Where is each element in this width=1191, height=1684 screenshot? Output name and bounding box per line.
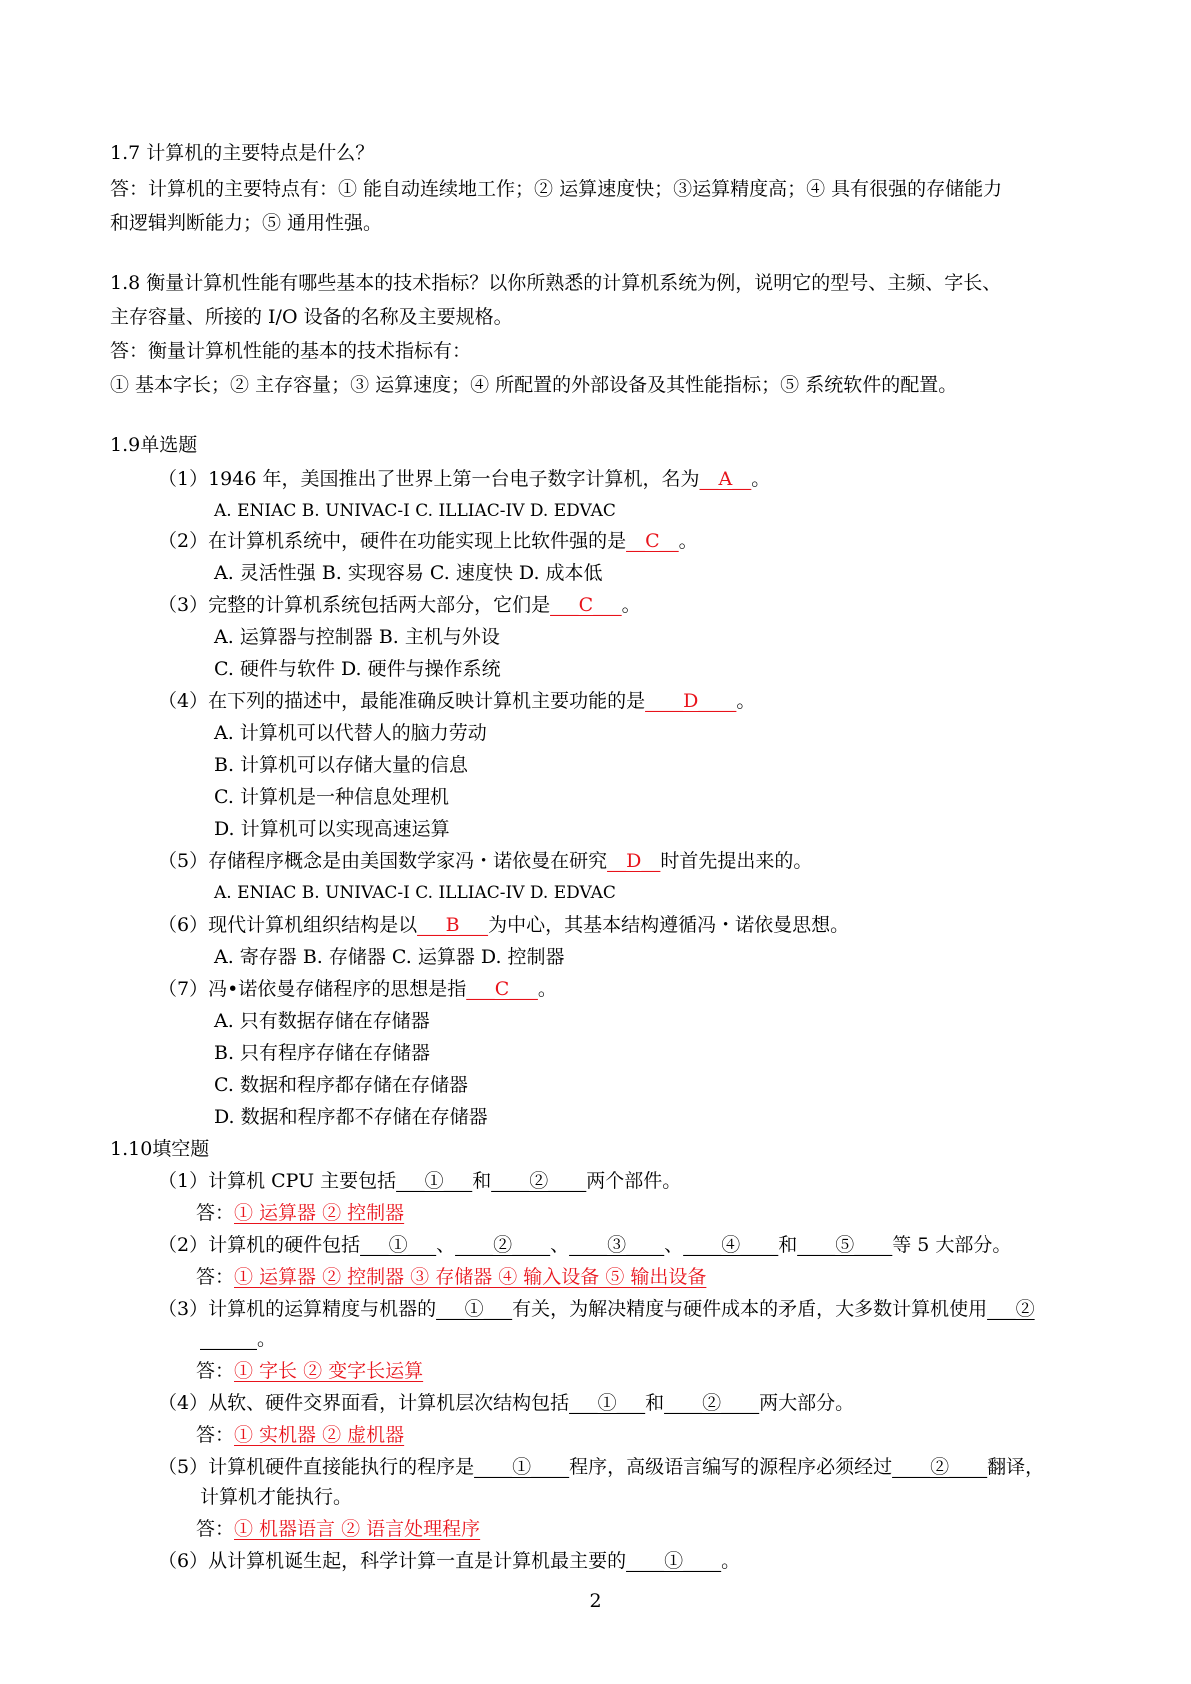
fill-question-2-blank-2: ____②____	[455, 1234, 551, 1256]
mc-question-3-answer: ___C___	[550, 594, 622, 616]
fill-question-4	[158, 1390, 854, 1416]
mc-question-7-option-a: A. 只有数据存储在存储器	[214, 1010, 430, 1032]
fill-question-2-sep-2: 、	[550, 1234, 570, 1256]
mc-question-4-end: 。	[736, 690, 756, 712]
fill-answer-3-text: ① 字长 ② 变字长运算	[234, 1360, 424, 1382]
mc-question-6-stem: （6）现代计算机组织结构是以	[158, 914, 418, 936]
fill-question-2-blank-4: ____④____	[683, 1234, 779, 1256]
fill-answer-5	[196, 1516, 480, 1542]
fill-answer-2-prefix: 答：	[196, 1266, 235, 1288]
mc-question-6-end: 为中心，其基本结构遵循冯・诺依曼思想。	[488, 914, 850, 936]
fill-question-5-text-c: 翻译，	[987, 1456, 1045, 1478]
fill-question-6	[158, 1548, 740, 1574]
fill-question-4-blank-1: ___①___	[569, 1392, 646, 1414]
fill-question-2-blank-1: ___①___	[360, 1234, 437, 1256]
mc-question-4-option-b: B. 计算机可以存储大量的信息	[214, 754, 469, 776]
mc-question-2-answer: __C__	[626, 530, 679, 552]
fill-answer-1-prefix: 答：	[196, 1202, 235, 1224]
fill-question-2-sep-1: 、	[436, 1234, 456, 1256]
mc-question-4-option-c: C. 计算机是一种信息处理机	[214, 786, 449, 808]
mc-question-2-options: A. 灵活性强 B. 实现容易 C. 速度快 D. 成本低	[214, 562, 603, 584]
mc-question-1	[158, 466, 770, 492]
fill-question-6-text-a: （6）从计算机诞生起，科学计算一直是计算机最主要的	[158, 1550, 627, 1572]
fill-question-6-text-b: 。	[721, 1550, 741, 1572]
mc-question-7-answer: ___C___	[466, 978, 538, 1000]
fill-question-2-blank-3: ____③____	[569, 1234, 665, 1256]
mc-question-6-answer: ___B___	[417, 914, 489, 936]
mc-question-4-stem: （4）在下列的描述中，最能准确反映计算机主要功能的是	[158, 690, 646, 712]
mc-question-7	[158, 976, 557, 1002]
fill-question-5-blank-1: ____①____	[474, 1456, 570, 1478]
mc-question-7-option-b: B. 只有程序存储在存储器	[214, 1042, 431, 1064]
section-1-9-title: 1.9单选题	[110, 434, 198, 456]
fill-question-2	[158, 1232, 1011, 1258]
mc-question-2-stem: （2）在计算机系统中，硬件在功能实现上比软件强的是	[158, 530, 627, 552]
mc-question-2	[158, 528, 698, 554]
fill-question-2-text-a: （2）计算机的硬件包括	[158, 1234, 361, 1256]
mc-question-4-answer: ____D____	[645, 690, 737, 712]
page-number: 2	[589, 1590, 602, 1612]
fill-answer-4	[196, 1422, 404, 1448]
fill-question-3-blank-2-cont: ______	[200, 1328, 257, 1350]
fill-question-2-blank-5: ____⑤____	[797, 1234, 893, 1256]
fill-question-2-sep-4: 和	[778, 1234, 798, 1256]
section-1-10-title: 1.10填空题	[110, 1138, 210, 1160]
fill-question-4-text-a: （4）从软、硬件交界面看，计算机层次结构包括	[158, 1392, 570, 1414]
fill-question-4-text-c: 两大部分。	[759, 1392, 855, 1414]
mc-question-4	[158, 688, 755, 714]
mc-question-7-option-c: C. 数据和程序都存储在存储器	[214, 1074, 468, 1096]
fill-question-4-blank-2: ____②____	[664, 1392, 760, 1414]
mc-question-1-end: 。	[751, 468, 771, 490]
fill-question-4-text-b: 和	[645, 1392, 665, 1414]
question-1-7-title: 1.7 计算机的主要特点是什么？	[110, 142, 375, 164]
mc-question-3-options-row1: A. 运算器与控制器 B. 主机与外设	[214, 626, 500, 648]
mc-question-7-option-d: D. 数据和程序都不存储在存储器	[214, 1106, 488, 1128]
fill-answer-2	[196, 1264, 706, 1290]
mc-question-3-options-row2: C. 硬件与软件 D. 硬件与操作系统	[214, 658, 501, 680]
fill-question-6-blank-1: ____①____	[626, 1550, 722, 1572]
mc-question-5-options: A. ENIAC B. UNIVAC-I C. ILLIAC-IV D. EDVAC	[214, 883, 616, 903]
fill-question-1-blank-2: ____②____	[491, 1170, 587, 1192]
fill-question-2-sep-3: 、	[664, 1234, 684, 1256]
mc-question-6-options: A. 寄存器 B. 存储器 C. 运算器 D. 控制器	[214, 946, 565, 968]
mc-question-5-answer: __D__	[607, 850, 661, 872]
question-1-7-answer-line2: 和逻辑判断能力；⑤ 通用性强。	[110, 212, 383, 234]
mc-question-6	[158, 912, 849, 938]
mc-question-4-option-a: A. 计算机可以代替人的脑力劳动	[214, 722, 487, 744]
fill-answer-3	[196, 1358, 423, 1384]
fill-answer-4-prefix: 答：	[196, 1424, 235, 1446]
mc-question-5	[158, 848, 812, 874]
fill-question-1-blank-1: ___①___	[396, 1170, 473, 1192]
fill-answer-3-prefix: 答：	[196, 1360, 235, 1382]
mc-question-3-end: 。	[621, 594, 641, 616]
fill-answer-5-prefix: 答：	[196, 1518, 235, 1540]
fill-question-5-blank-2: ____②____	[892, 1456, 988, 1478]
fill-question-1-text-b: 和	[472, 1170, 492, 1192]
mc-question-3-stem: （3）完整的计算机系统包括两大部分，它们是	[158, 594, 551, 616]
mc-question-5-end: 时首先提出来的。	[660, 850, 813, 872]
mc-question-1-options: A. ENIAC B. UNIVAC-I C. ILLIAC-IV D. EDVAC	[214, 501, 616, 521]
question-1-8-title-line1: 1.8 衡量计算机性能有哪些基本的技术指标？以你所熟悉的计算机系统为例，说明它的型号、主频、字长、	[110, 272, 1002, 294]
fill-answer-1	[196, 1200, 404, 1226]
fill-answer-1-text: ① 运算器 ② 控制器	[234, 1202, 405, 1224]
mc-question-1-answer: __A__	[699, 468, 752, 490]
fill-question-5-text-a: （5）计算机硬件直接能执行的程序是	[158, 1456, 475, 1478]
mc-question-1-stem: （1）1946 年，美国推出了世界上第一台电子数字计算机，名为	[158, 468, 700, 490]
fill-question-3-blank-2: ___②	[987, 1298, 1035, 1320]
fill-question-3-blank-1: ___①___	[436, 1298, 513, 1320]
question-1-8-answer-line2: ① 基本字长；② 主存容量；③ 运算速度；④ 所配置的外部设备及其性能指标；⑤ 系统软件的配置。	[110, 374, 958, 396]
fill-question-2-text-end: 等 5 大部分。	[892, 1234, 1012, 1256]
question-1-7-answer-line1: 答：计算机的主要特点有：① 能自动连续地工作；② 运算速度快；③运算精度高；④ 具有很强的存储能力	[110, 178, 1003, 200]
fill-answer-4-text: ① 实机器 ② 虚机器	[234, 1424, 405, 1446]
fill-question-3	[158, 1296, 1035, 1322]
mc-question-5-stem: （5）存储程序概念是由美国数学家冯・诺依曼在研究	[158, 850, 608, 872]
fill-question-1	[158, 1168, 681, 1194]
mc-question-3	[158, 592, 641, 618]
fill-question-5-text-b: 程序，高级语言编写的源程序必须经过	[569, 1456, 893, 1478]
fill-question-1-text-a: （1）计算机 CPU 主要包括	[158, 1170, 397, 1192]
question-1-8-title-line2: 主存容量、所接的 I/O 设备的名称及主要规格。	[110, 306, 513, 328]
fill-question-3-end: 。	[257, 1328, 277, 1350]
question-1-8-answer-line1: 答：衡量计算机性能的基本的技术指标有：	[110, 340, 472, 362]
fill-question-5-continuation: 计算机才能执行。	[200, 1486, 353, 1508]
fill-answer-2-text: ① 运算器 ② 控制器 ③ 存储器 ④ 输入设备 ⑤ 输出设备	[234, 1266, 707, 1288]
fill-question-3-text-b: 有关，为解决精度与硬件成本的矛盾，大多数计算机使用	[512, 1298, 988, 1320]
fill-question-3-text-a: （3）计算机的运算精度与机器的	[158, 1298, 437, 1320]
fill-question-1-text-c: 两个部件。	[586, 1170, 682, 1192]
mc-question-7-stem: （7）冯•诺依曼存储程序的思想是指	[158, 978, 467, 1000]
fill-question-5	[158, 1454, 1044, 1480]
mc-question-4-option-d: D. 计算机可以实现高速运算	[214, 818, 450, 840]
mc-question-7-end: 。	[537, 978, 557, 1000]
mc-question-2-end: 。	[678, 530, 698, 552]
fill-question-3-continuation	[200, 1326, 276, 1352]
fill-answer-5-text: ① 机器语言 ② 语言处理程序	[234, 1518, 481, 1540]
